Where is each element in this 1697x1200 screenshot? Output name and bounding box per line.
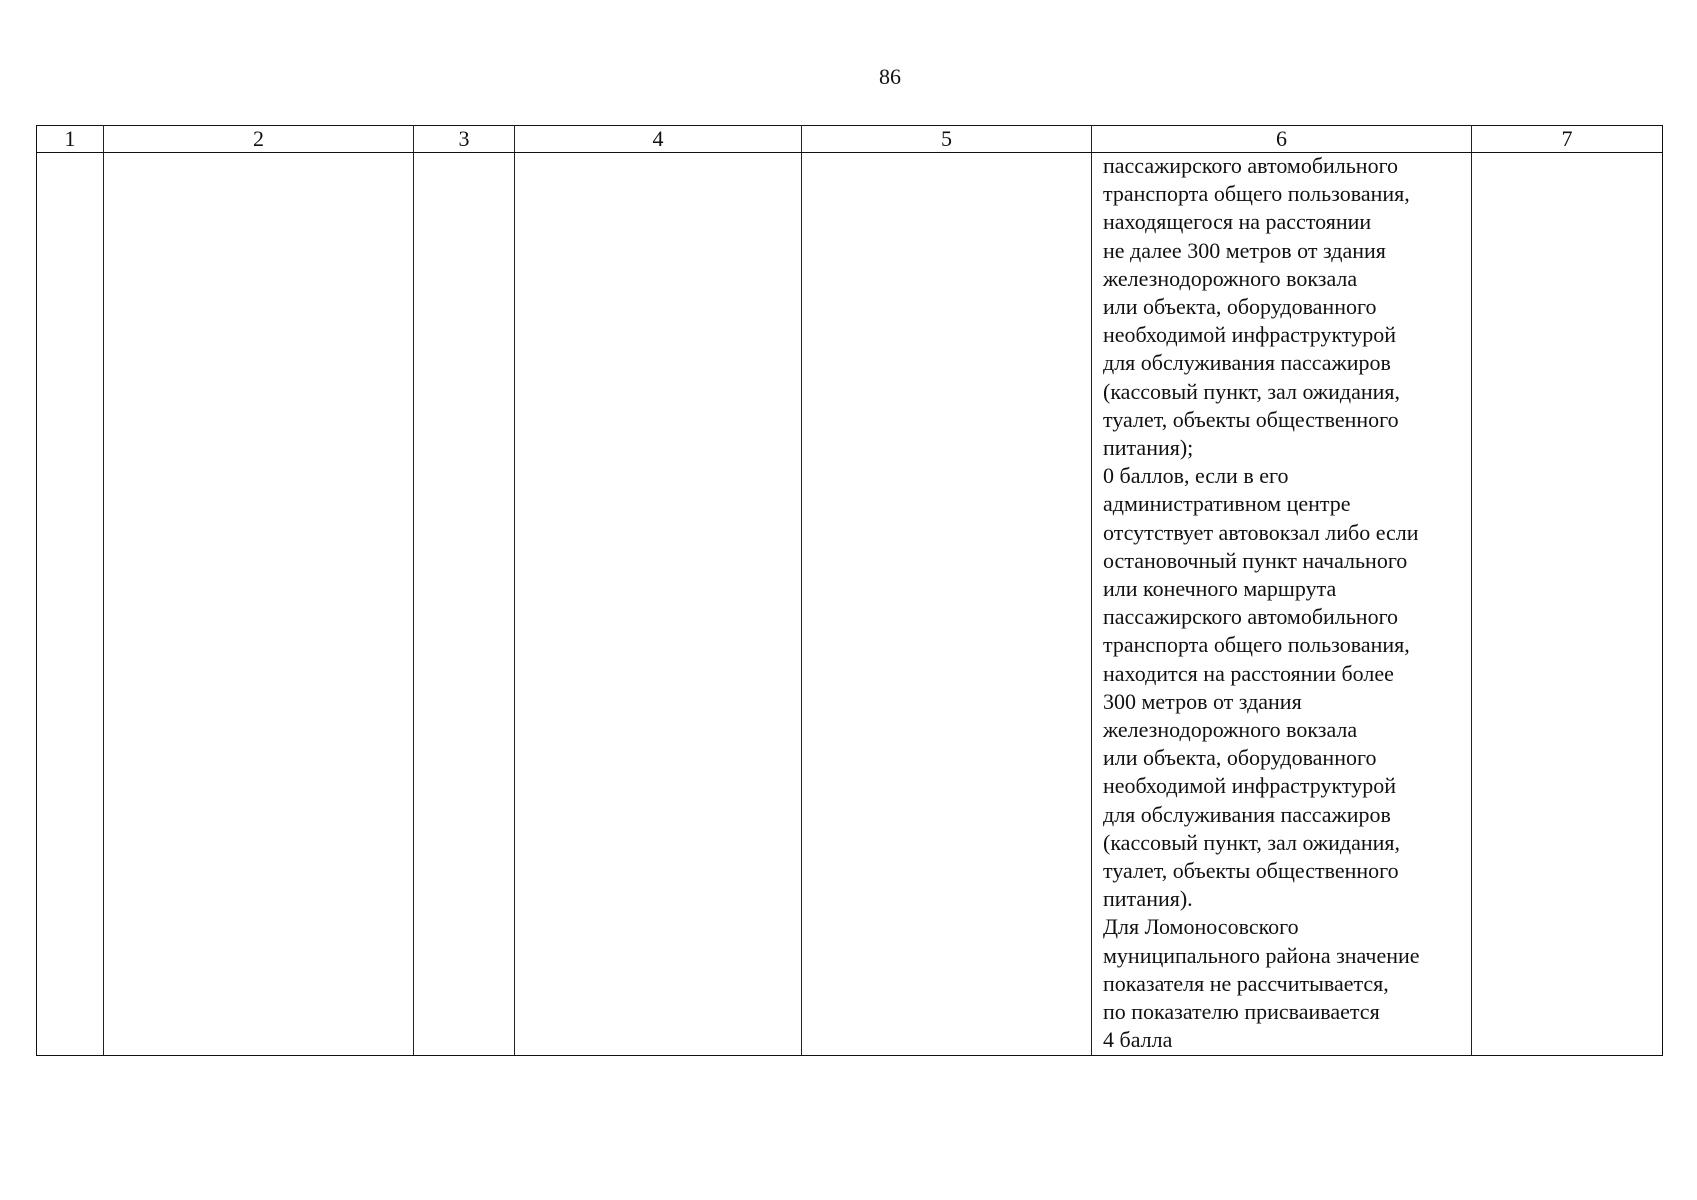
document-table xyxy=(36,125,1663,1056)
criteria-text-line: показателя не рассчитывается, xyxy=(1103,970,1389,996)
table-row xyxy=(37,153,1663,1056)
criteria-text-line: железнодорожного вокзала xyxy=(1103,265,1358,291)
column-header-3: 3 xyxy=(414,126,515,153)
column-header-1: 1 xyxy=(37,126,104,153)
criteria-text-line: остановочный пункт начального xyxy=(1103,547,1408,573)
criteria-text-line: муниципального района значение xyxy=(1103,942,1420,968)
criteria-text-line: туалет, объекты общественного xyxy=(1103,858,1399,884)
criteria-text-line: или объекта, оборудованного xyxy=(1103,745,1377,771)
criteria-text-line: Для Ломоносовского xyxy=(1103,914,1299,940)
cell-col-7 xyxy=(1472,153,1663,1056)
criteria-text-line: пассажирского автомобильного xyxy=(1103,604,1399,630)
column-header-7: 7 xyxy=(1472,126,1663,153)
criteria-text-line: или объекта, оборудованного xyxy=(1103,294,1377,320)
page-number: 86 xyxy=(879,64,901,89)
column-header-4: 4 xyxy=(515,126,802,153)
cell-col-5 xyxy=(802,153,1092,1056)
criteria-text-line: необходимой инфраструктурой xyxy=(1103,773,1397,799)
cell-col-3 xyxy=(414,153,515,1056)
criteria-text-line: питания); xyxy=(1103,435,1194,461)
criteria-text-line: для обслуживания пассажиров xyxy=(1103,801,1391,827)
criteria-text-line: питания). xyxy=(1103,886,1193,912)
criteria-text-line: 300 метров от здания xyxy=(1103,688,1302,714)
criteria-text-line: не далее 300 метров от здания xyxy=(1103,237,1386,263)
cell-col-4 xyxy=(515,153,802,1056)
criteria-text-line: транспорта общего пользования, xyxy=(1103,181,1410,207)
criteria-text-line: или конечного маршрута xyxy=(1103,576,1337,602)
criteria-text-line: необходимой инфраструктурой xyxy=(1103,322,1397,348)
criteria-text-line: находящегося на расстоянии xyxy=(1103,209,1372,235)
criteria-text-line: административном центре xyxy=(1103,491,1351,517)
column-header-5: 5 xyxy=(802,126,1092,153)
criteria-text-line: находится на расстоянии более xyxy=(1103,660,1394,686)
cell-col-1 xyxy=(37,153,104,1056)
column-header-2: 2 xyxy=(104,126,414,153)
cell-col-6 xyxy=(1092,153,1472,1056)
criteria-text-line: по показателю присваивается xyxy=(1103,999,1380,1025)
criteria-text-line: железнодорожного вокзала xyxy=(1103,717,1358,743)
criteria-text-line: отсутствует автовокзал либо если xyxy=(1103,519,1419,545)
cell-col-2 xyxy=(104,153,414,1056)
criteria-text-line: (кассовый пункт, зал ожидания, xyxy=(1103,378,1400,404)
criteria-text-line: 0 баллов, если в его xyxy=(1103,463,1289,489)
table-header-row xyxy=(37,126,1663,153)
criteria-text-line: 4 балла xyxy=(1103,1027,1173,1053)
column-header-6: 6 xyxy=(1092,126,1472,153)
criteria-text-line: туалет, объекты общественного xyxy=(1103,406,1399,432)
criteria-text-line: для обслуживания пассажиров xyxy=(1103,350,1391,376)
criteria-text-line: (кассовый пункт, зал ожидания, xyxy=(1103,829,1400,855)
criteria-text xyxy=(1092,152,1471,1055)
criteria-text-line: пассажирского автомобильного xyxy=(1103,153,1399,178)
criteria-text-line: транспорта общего пользования, xyxy=(1103,632,1410,658)
